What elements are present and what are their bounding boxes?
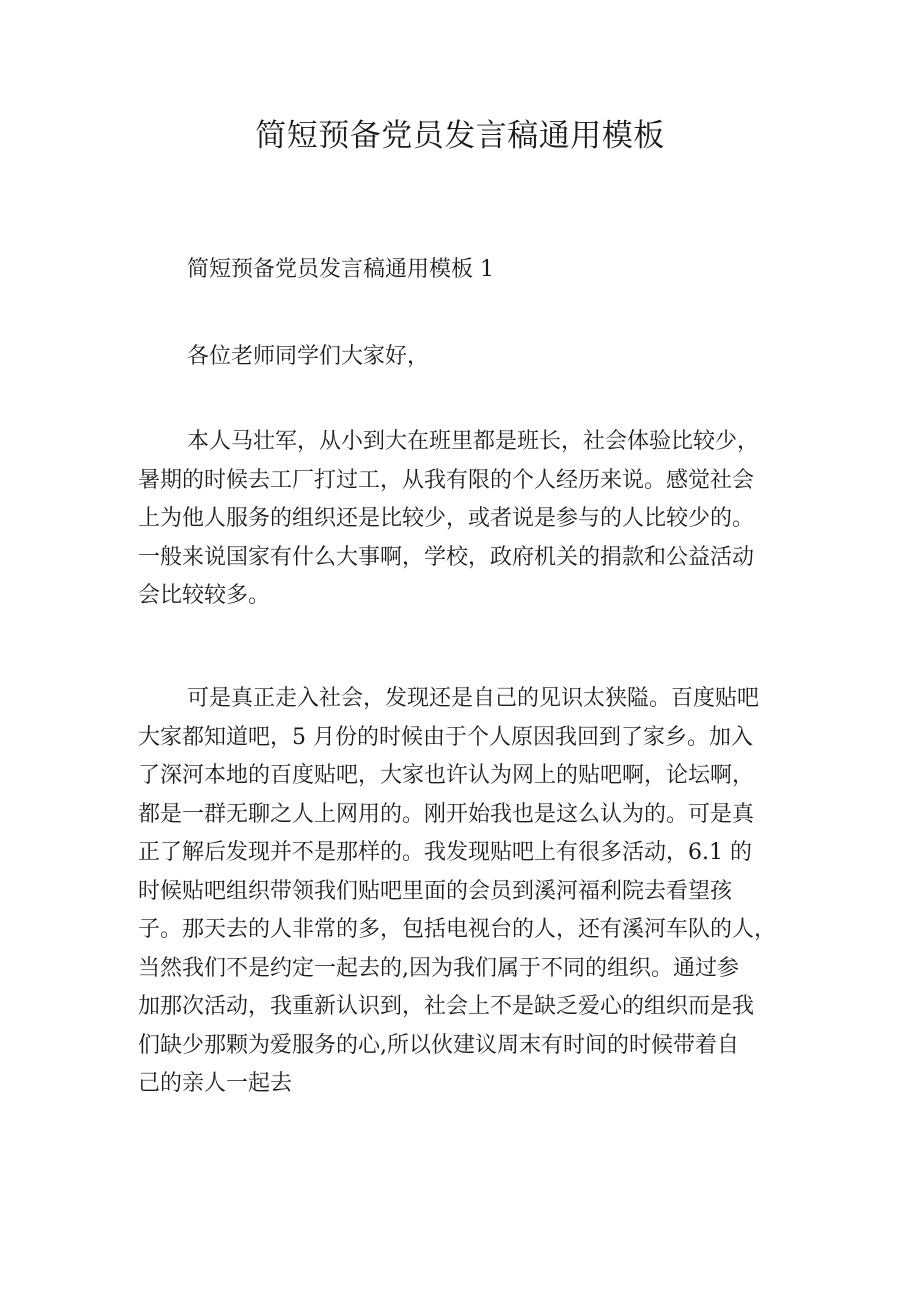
paragraph-line: 己的亲人一起去 (138, 1071, 293, 1096)
body-paragraph-1 (138, 423, 788, 616)
paragraph-line: 可是真正走入社会，发现还是自己的见识太狭隘。百度贴吧 (187, 686, 760, 711)
section-heading: 简短预备党员发言稿通用模板 1 (187, 257, 494, 282)
paragraph-line: 正了解后发现并不是那样的。我发现贴吧上有很多活动，6.1 的 (138, 840, 752, 865)
paragraph-line: 都是一群无聊之人上网用的。刚开始我也是这么认为的。可是真 (138, 801, 755, 827)
paragraph-line: 子。那天去的人非常的多，包括电视台的人，还有溪河车队的人， (138, 917, 777, 942)
paragraph-line: 上为他人服务的组织还是比较少，或者说是参与的人比较少的。 (138, 506, 755, 531)
paragraph-line: 们缺少那颗为爱服务的心,所以伙建议周末有时间的时候带着自 (138, 1032, 739, 1058)
paragraph-line: 一般来说国家有什么大事啊，学校，政府机关的捐款和公益活动 (138, 544, 755, 570)
body-paragraph-2 (138, 680, 788, 1104)
paragraph-line: 暑期的时候去工厂打过工，从我有限的个人经历来说。感觉社会 (138, 467, 755, 493)
paragraph-line: 当然我们不是约定一起去的,因为我们属于不同的组织。通过参 (138, 955, 739, 981)
paragraph-line: 本人马壮军，从小到大在班里都是班长，社会体验比较少， (187, 429, 760, 454)
paragraph-line: 大家都知道吧，5 月份的时候由于个人原因我回到了家乡。加入 (138, 724, 753, 750)
paragraph-line: 时候贴吧组织带领我们贴吧里面的会员到溪河福利院去看望孩 (138, 878, 733, 904)
paragraph-line: 了深河本地的百度贴吧，大家也许认为网上的贴吧啊，论坛啊， (138, 763, 755, 788)
greeting-line: 各位老师同学们大家好， (187, 344, 430, 369)
document-title: 简短预备党员发言稿通用模板 (255, 118, 665, 154)
paragraph-line: 会比较较多。 (138, 583, 271, 608)
paragraph-line: 加那次活动，我重新认识到，社会上不是缺乏爱心的组织而是我 (138, 994, 755, 1019)
